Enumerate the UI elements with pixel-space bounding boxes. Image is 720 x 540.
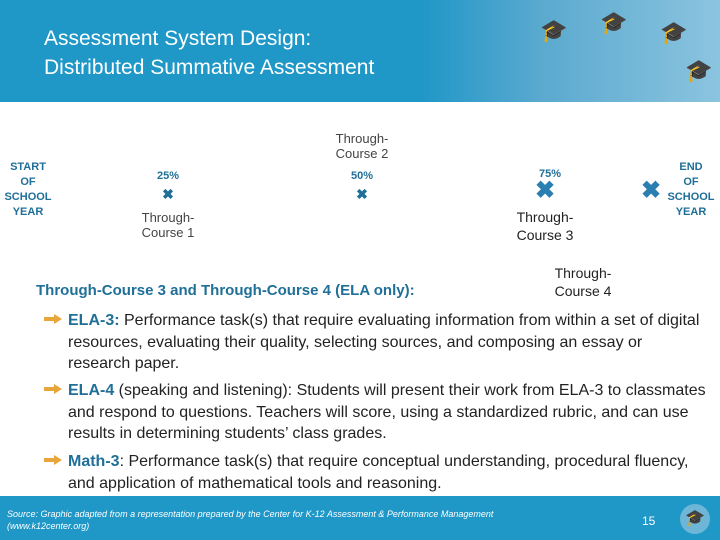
bullet-text: Performance task(s) that require evaluating information from within a set of digital resources, evaluating their quality, selecting sources, and composing an essay or research paper. xyxy=(68,312,700,372)
through-course-2-label: Through- Course 2 xyxy=(335,131,389,161)
marker-75-icon: ✖ xyxy=(534,177,556,204)
end-of-year-label: END OF SCHOOL YEAR xyxy=(667,161,715,218)
title-line: Distributed Summative Assessment xyxy=(44,56,375,79)
graduation-cap-icon: 🎓 xyxy=(600,10,628,35)
bullet-lead: Math-3 xyxy=(68,453,120,470)
slide-title xyxy=(44,24,484,82)
graduation-cap-icon: 🎓 xyxy=(660,20,688,45)
section-heading: Through-Course 3 and Through-Course 4 (ELA only): xyxy=(36,282,415,299)
percent-75-label: 75% xyxy=(538,168,562,180)
graduation-cap-icon: 🎓 xyxy=(680,504,710,534)
marker-end-icon: ✖ xyxy=(640,177,662,204)
through-course-3-label: Through- Course 3 xyxy=(516,209,574,243)
page-number: 15 xyxy=(642,514,656,528)
source-citation: Source: Graphic adapted from a representation prepared by the Center for K-12 Assessment & Performance Management (www.k12center.org) xyxy=(7,509,494,531)
bullet-text: (speaking and listening): Students will present their work from ELA-3 to classmates and respond to questions. Teachers will score, using a standardized rubric, and can use results in determining students’ class grades. xyxy=(68,382,706,442)
start-of-year-label: START OF SCHOOL YEAR xyxy=(4,161,52,218)
bullet-lead: ELA-4 xyxy=(68,382,115,399)
percent-50-label: 50% xyxy=(350,170,374,182)
marker-25-icon: ✖ xyxy=(162,186,174,202)
graduation-cap-icon: 🎓 xyxy=(540,18,568,43)
arrow-bullet-icon xyxy=(44,457,62,463)
through-course-4-label: Through- Course 4 xyxy=(554,265,612,299)
percent-25-label: 25% xyxy=(156,170,180,182)
bullet-text: : Performance task(s) that require conceptual understanding, procedural fluency, and application of mathematical tools and reasoning. xyxy=(68,453,689,492)
title-line: Assessment System Design: xyxy=(44,27,312,50)
graduation-cap-icon: 🎓 xyxy=(685,58,713,83)
through-course-1-label: Through- Course 1 xyxy=(141,210,195,240)
bullet-lead: ELA-3: xyxy=(68,312,120,329)
marker-50-icon: ✖ xyxy=(356,186,368,202)
arrow-bullet-icon xyxy=(44,316,62,322)
arrow-bullet-icon xyxy=(44,386,62,392)
header-bar xyxy=(0,0,720,102)
footer-bar xyxy=(0,496,720,540)
